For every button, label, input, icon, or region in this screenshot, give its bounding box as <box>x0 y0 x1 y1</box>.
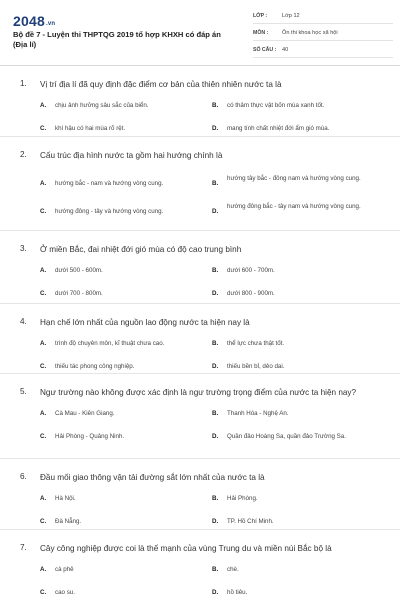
option-letter: D. <box>212 589 219 596</box>
option-letter: B. <box>212 495 219 502</box>
question-number: 4. <box>20 317 27 326</box>
question-7 <box>0 530 400 600</box>
logo-tld: .vn <box>45 21 56 27</box>
question-text: Ở miền Bắc, đai nhiệt đới gió mùa có độ cao trung bình <box>40 245 242 254</box>
question-text: Hạn chế lớn nhất của nguồn lao động nước ta hiện nay là <box>40 318 250 327</box>
option-letter: C. <box>40 290 47 297</box>
option-letter: A. <box>40 566 47 573</box>
question-text: Cây công nghiệp được coi là thế mạnh của vùng Trung du và miền núi Bắc bộ là <box>40 544 332 553</box>
question-text: Vị trí địa lí đã quy định đặc điểm cơ bản của thiên nhiên nước ta là <box>40 80 282 89</box>
option-letter: C. <box>40 208 47 215</box>
question-text: Đầu mối giao thông vận tải đường sắt lớn nhất của nước ta là <box>40 473 265 482</box>
option-text: Đà Nẵng. <box>55 518 82 525</box>
option-text: trình độ chuyên môn, kĩ thuật chưa cao. <box>55 340 165 347</box>
option-letter: B. <box>212 102 219 109</box>
option-letter: A. <box>40 495 47 502</box>
meta-value: Ôn thi khoa học xã hội <box>282 29 338 36</box>
logo-main: 2048 <box>13 13 45 29</box>
document-meta <box>253 9 393 60</box>
option-text: TP. Hồ Chí Minh. <box>227 518 274 525</box>
meta-value: Lớp 12 <box>282 12 300 19</box>
option-letter: A. <box>40 340 47 347</box>
option-text: Cà Mau - Kiên Giang. <box>55 410 115 417</box>
option-text: hướng đông - tây và hướng vòng cung. <box>55 208 164 215</box>
option-text: cà phê <box>55 566 74 573</box>
question-2 <box>0 137 400 231</box>
option-text: có thảm thực vật bốn mùa xanh tốt. <box>227 102 325 109</box>
option-letter: C. <box>40 433 47 440</box>
option-text: dưới 500 - 600m. <box>55 267 103 274</box>
question-number: 3. <box>20 244 27 253</box>
option-text: khí hậu có hai mùa rõ rệt. <box>55 125 126 132</box>
option-text: Quần đảo Hoàng Sa, quần đảo Trường Sa. <box>227 433 346 440</box>
option-letter: D. <box>212 433 219 440</box>
option-letter: C. <box>40 518 47 525</box>
question-list <box>0 66 400 600</box>
option-text: dưới 700 - 800m. <box>55 290 103 297</box>
option-text: Hải Phòng - Quảng Ninh. <box>55 433 125 440</box>
meta-value: 40 <box>282 46 289 53</box>
question-number: 7. <box>20 543 27 552</box>
option-text: thể lực chưa thật tốt. <box>227 340 285 347</box>
option-text: hướng tây bắc - đông nam và hướng vòng cung. <box>227 175 361 182</box>
option-text: mang tính chất nhiệt đới ẩm gió mùa. <box>227 125 330 132</box>
question-number: 2. <box>20 150 27 159</box>
option-letter: B. <box>212 410 219 417</box>
options <box>0 101 400 141</box>
option-letter: A. <box>40 180 47 187</box>
question-5 <box>0 374 400 459</box>
option-letter: D. <box>212 363 219 370</box>
option-text: thiếu bền bỉ, dẻo dai. <box>227 363 285 370</box>
option-text: cao su. <box>55 589 75 596</box>
option-letter: C. <box>40 363 47 370</box>
option-letter: C. <box>40 589 47 596</box>
options <box>0 172 400 230</box>
option-letter: C. <box>40 125 47 132</box>
option-letter: B. <box>212 340 219 347</box>
page-header <box>0 0 400 66</box>
option-letter: A. <box>40 410 47 417</box>
option-text: Hải Phòng. <box>227 495 258 502</box>
option-letter: D. <box>212 290 219 297</box>
question-1 <box>0 66 400 137</box>
option-text: dưới 600 - 700m. <box>227 267 275 274</box>
question-6 <box>0 459 400 530</box>
options <box>0 409 400 449</box>
option-letter: A. <box>40 267 47 274</box>
option-text: Thanh Hóa - Nghệ An. <box>227 410 289 417</box>
question-number: 1. <box>20 79 27 88</box>
options <box>0 266 400 306</box>
option-letter: D. <box>212 208 219 215</box>
option-letter: A. <box>40 102 47 109</box>
option-text: thiếu tác phong công nghiệp. <box>55 363 135 370</box>
option-text: hồ tiêu. <box>227 589 248 596</box>
option-text: dưới 800 - 900m. <box>227 290 275 297</box>
option-letter: B. <box>212 566 219 573</box>
options <box>0 339 400 379</box>
option-letter: B. <box>212 180 219 187</box>
option-text: chịu ảnh hưởng sâu sắc của biển. <box>55 102 149 109</box>
meta-row-class <box>253 9 393 24</box>
meta-label: LỚP : <box>253 13 268 19</box>
option-text: Hà Nội. <box>55 495 76 502</box>
meta-label: MÔN : <box>253 30 269 36</box>
option-text: hướng bắc - nam và hướng vòng cung. <box>55 180 164 187</box>
meta-row-count <box>253 43 393 58</box>
option-text: chè. <box>227 566 239 573</box>
option-letter: D. <box>212 518 219 525</box>
option-letter: B. <box>212 267 219 274</box>
site-logo[interactable] <box>13 13 55 29</box>
option-letter: D. <box>212 125 219 132</box>
meta-row-subject <box>253 26 393 41</box>
question-number: 5. <box>20 387 27 396</box>
question-4 <box>0 304 400 374</box>
meta-label: SỐ CÂU : <box>253 47 277 53</box>
options <box>0 494 400 534</box>
options <box>0 565 400 600</box>
question-3 <box>0 231 400 304</box>
question-number: 6. <box>20 472 27 481</box>
question-text: Cấu trúc địa hình nước ta gồm hai hướng chính là <box>40 151 223 160</box>
document-title: Bộ đề 7 - Luyện thi THPTQG 2019 tổ hợp KHXH có đáp án (Địa lí) <box>13 30 221 49</box>
question-text: Ngư trường nào không được xác định là ngư trường trọng điểm của nước ta hiện nay? <box>40 388 357 397</box>
option-text: hướng đông bắc - tây nam và hướng vòng cung. <box>227 203 361 210</box>
